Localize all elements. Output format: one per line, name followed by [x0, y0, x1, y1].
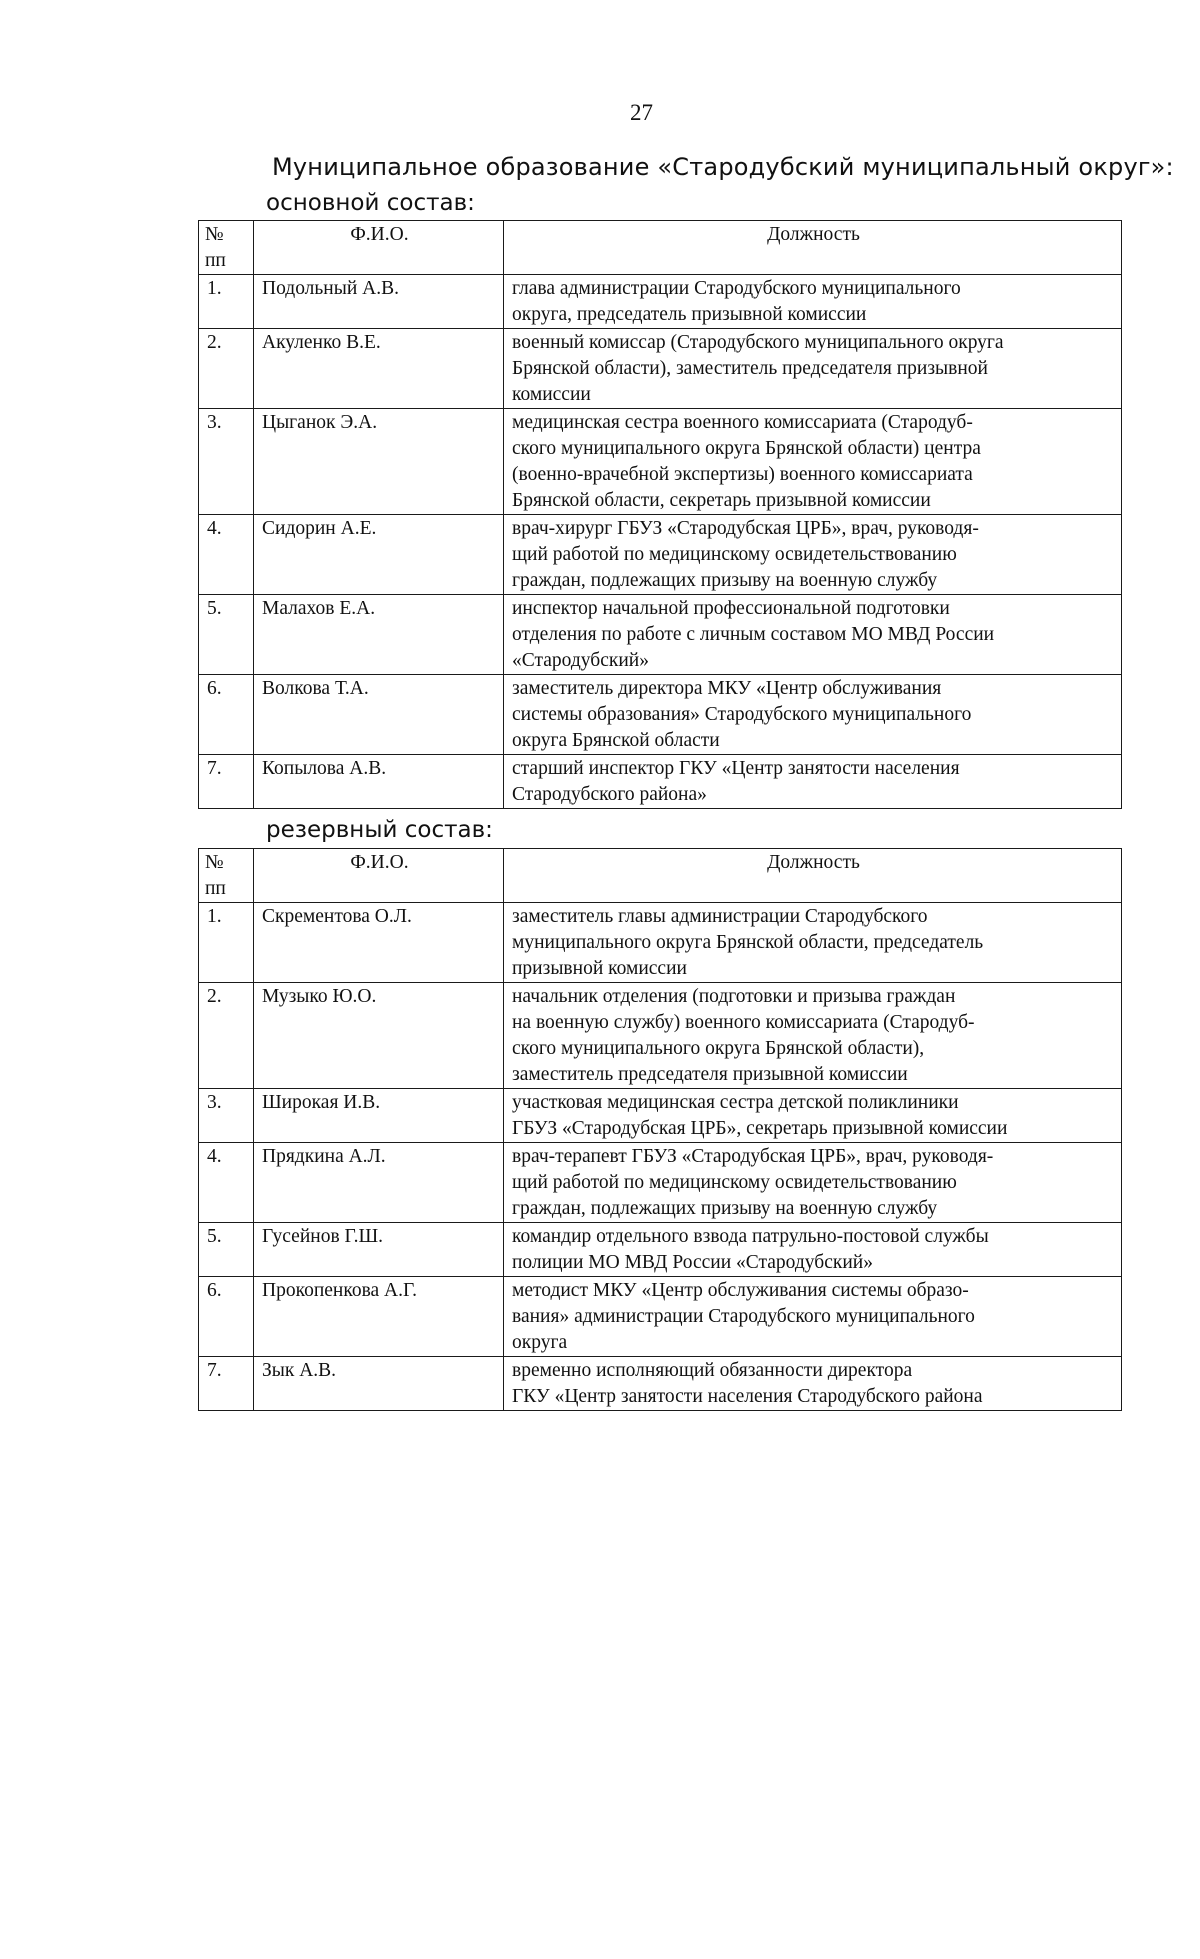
row-number: 6. — [199, 675, 254, 755]
header-number: № пп — [199, 849, 254, 903]
person-name: Широкая И.В. — [254, 1089, 504, 1143]
person-name: Копылова А.В. — [254, 755, 504, 809]
person-position: военный комиссар (Стародубского муниципального округа Брянской области), заместитель председателя призывной комиссии — [504, 329, 1122, 409]
reserve-roster-body — [199, 903, 1122, 1411]
main-roster-body — [199, 275, 1122, 809]
header-position: Должность — [504, 849, 1122, 903]
person-position: временно исполняющий обязанности директора ГКУ «Центр занятости населения Стародубского района — [504, 1357, 1122, 1411]
person-position: врач-терапевт ГБУЗ «Стародубская ЦРБ», врач, руководя- щий работой по медицинскому освидетельствованию граждан, подлежащих призыву на военную службу — [504, 1143, 1122, 1223]
person-name: Волкова Т.А. — [254, 675, 504, 755]
reserve-roster-table — [198, 848, 1122, 1411]
row-number: 4. — [199, 1143, 254, 1223]
row-number: 1. — [199, 903, 254, 983]
person-position: командир отдельного взвода патрульно-постовой службы полиции МО МВД России «Стародубский» — [504, 1223, 1122, 1277]
person-name: Акуленко В.Е. — [254, 329, 504, 409]
row-number: 7. — [199, 755, 254, 809]
table-row — [199, 515, 1122, 595]
person-position: методист МКУ «Центр обслуживания системы образо- вания» администрации Стародубского муниципального округа — [504, 1277, 1122, 1357]
row-number: 3. — [199, 1089, 254, 1143]
table-header-row — [199, 221, 1122, 275]
table-row — [199, 755, 1122, 809]
row-number: 6. — [199, 1277, 254, 1357]
table-row — [199, 1089, 1122, 1143]
header-position: Должность — [504, 221, 1122, 275]
main-roster-table — [198, 220, 1122, 809]
table-header-row — [199, 849, 1122, 903]
table-row — [199, 1143, 1122, 1223]
header-number: № пп — [199, 221, 254, 275]
person-position: врач-хирург ГБУЗ «Стародубская ЦРБ», врач, руководя- щий работой по медицинскому освидетельствованию граждан, подлежащих призыву на военную службу — [504, 515, 1122, 595]
person-name: Сидорин А.Е. — [254, 515, 504, 595]
table-row — [199, 409, 1122, 515]
row-number: 2. — [199, 329, 254, 409]
row-number: 3. — [199, 409, 254, 515]
row-number: 4. — [199, 515, 254, 595]
row-number: 1. — [199, 275, 254, 329]
person-position: заместитель главы администрации Стародубского муниципального округа Брянской области, председатель призывной комиссии — [504, 903, 1122, 983]
table-row — [199, 983, 1122, 1089]
table-row — [199, 275, 1122, 329]
document-heading: Муниципальное образование «Стародубский муниципальный округ»: — [272, 153, 1174, 181]
person-name: Музыко Ю.О. — [254, 983, 504, 1089]
person-position: начальник отделения (подготовки и призыва граждан на военную службу) военного комиссариата (Стародуб- ского муниципального округа Брянской области), заместитель председателя призывной комиссии — [504, 983, 1122, 1089]
person-position: старший инспектор ГКУ «Центр занятости населения Стародубского района» — [504, 755, 1122, 809]
table-row — [199, 329, 1122, 409]
person-name: Цыганок Э.А. — [254, 409, 504, 515]
person-name: Гусейнов Г.Ш. — [254, 1223, 504, 1277]
header-name: Ф.И.О. — [254, 221, 504, 275]
row-number: 5. — [199, 595, 254, 675]
table-row — [199, 595, 1122, 675]
reserve-section-label: резервный состав: — [266, 817, 493, 843]
person-name: Прокопенкова А.Г. — [254, 1277, 504, 1357]
person-name: Подольный А.В. — [254, 275, 504, 329]
row-number: 5. — [199, 1223, 254, 1277]
row-number: 2. — [199, 983, 254, 1089]
page-number: 27 — [630, 100, 653, 125]
person-name: Малахов Е.А. — [254, 595, 504, 675]
person-name: Скрементова О.Л. — [254, 903, 504, 983]
person-position: заместитель директора МКУ «Центр обслуживания системы образования» Стародубского муниципального округа Брянской области — [504, 675, 1122, 755]
person-position: глава администрации Стародубского муниципального округа, председатель призывной комиссии — [504, 275, 1122, 329]
row-number: 7. — [199, 1357, 254, 1411]
person-name: Зык А.В. — [254, 1357, 504, 1411]
table-row — [199, 1223, 1122, 1277]
table-row — [199, 1357, 1122, 1411]
table-row — [199, 1277, 1122, 1357]
person-name: Прядкина А.Л. — [254, 1143, 504, 1223]
table-row — [199, 675, 1122, 755]
person-position: инспектор начальной профессиональной подготовки отделения по работе с личным составом МО МВД России «Стародубский» — [504, 595, 1122, 675]
person-position: медицинская сестра военного комиссариата (Стародуб- ского муниципального округа Брянской области) центра (военно-врачебной экспертизы) военного комиссариата Брянской области, секретарь призывной комиссии — [504, 409, 1122, 515]
table-row — [199, 903, 1122, 983]
person-position: участковая медицинская сестра детской поликлиники ГБУЗ «Стародубская ЦРБ», секретарь призывной комиссии — [504, 1089, 1122, 1143]
header-name: Ф.И.О. — [254, 849, 504, 903]
main-section-label: основной состав: — [266, 190, 475, 216]
